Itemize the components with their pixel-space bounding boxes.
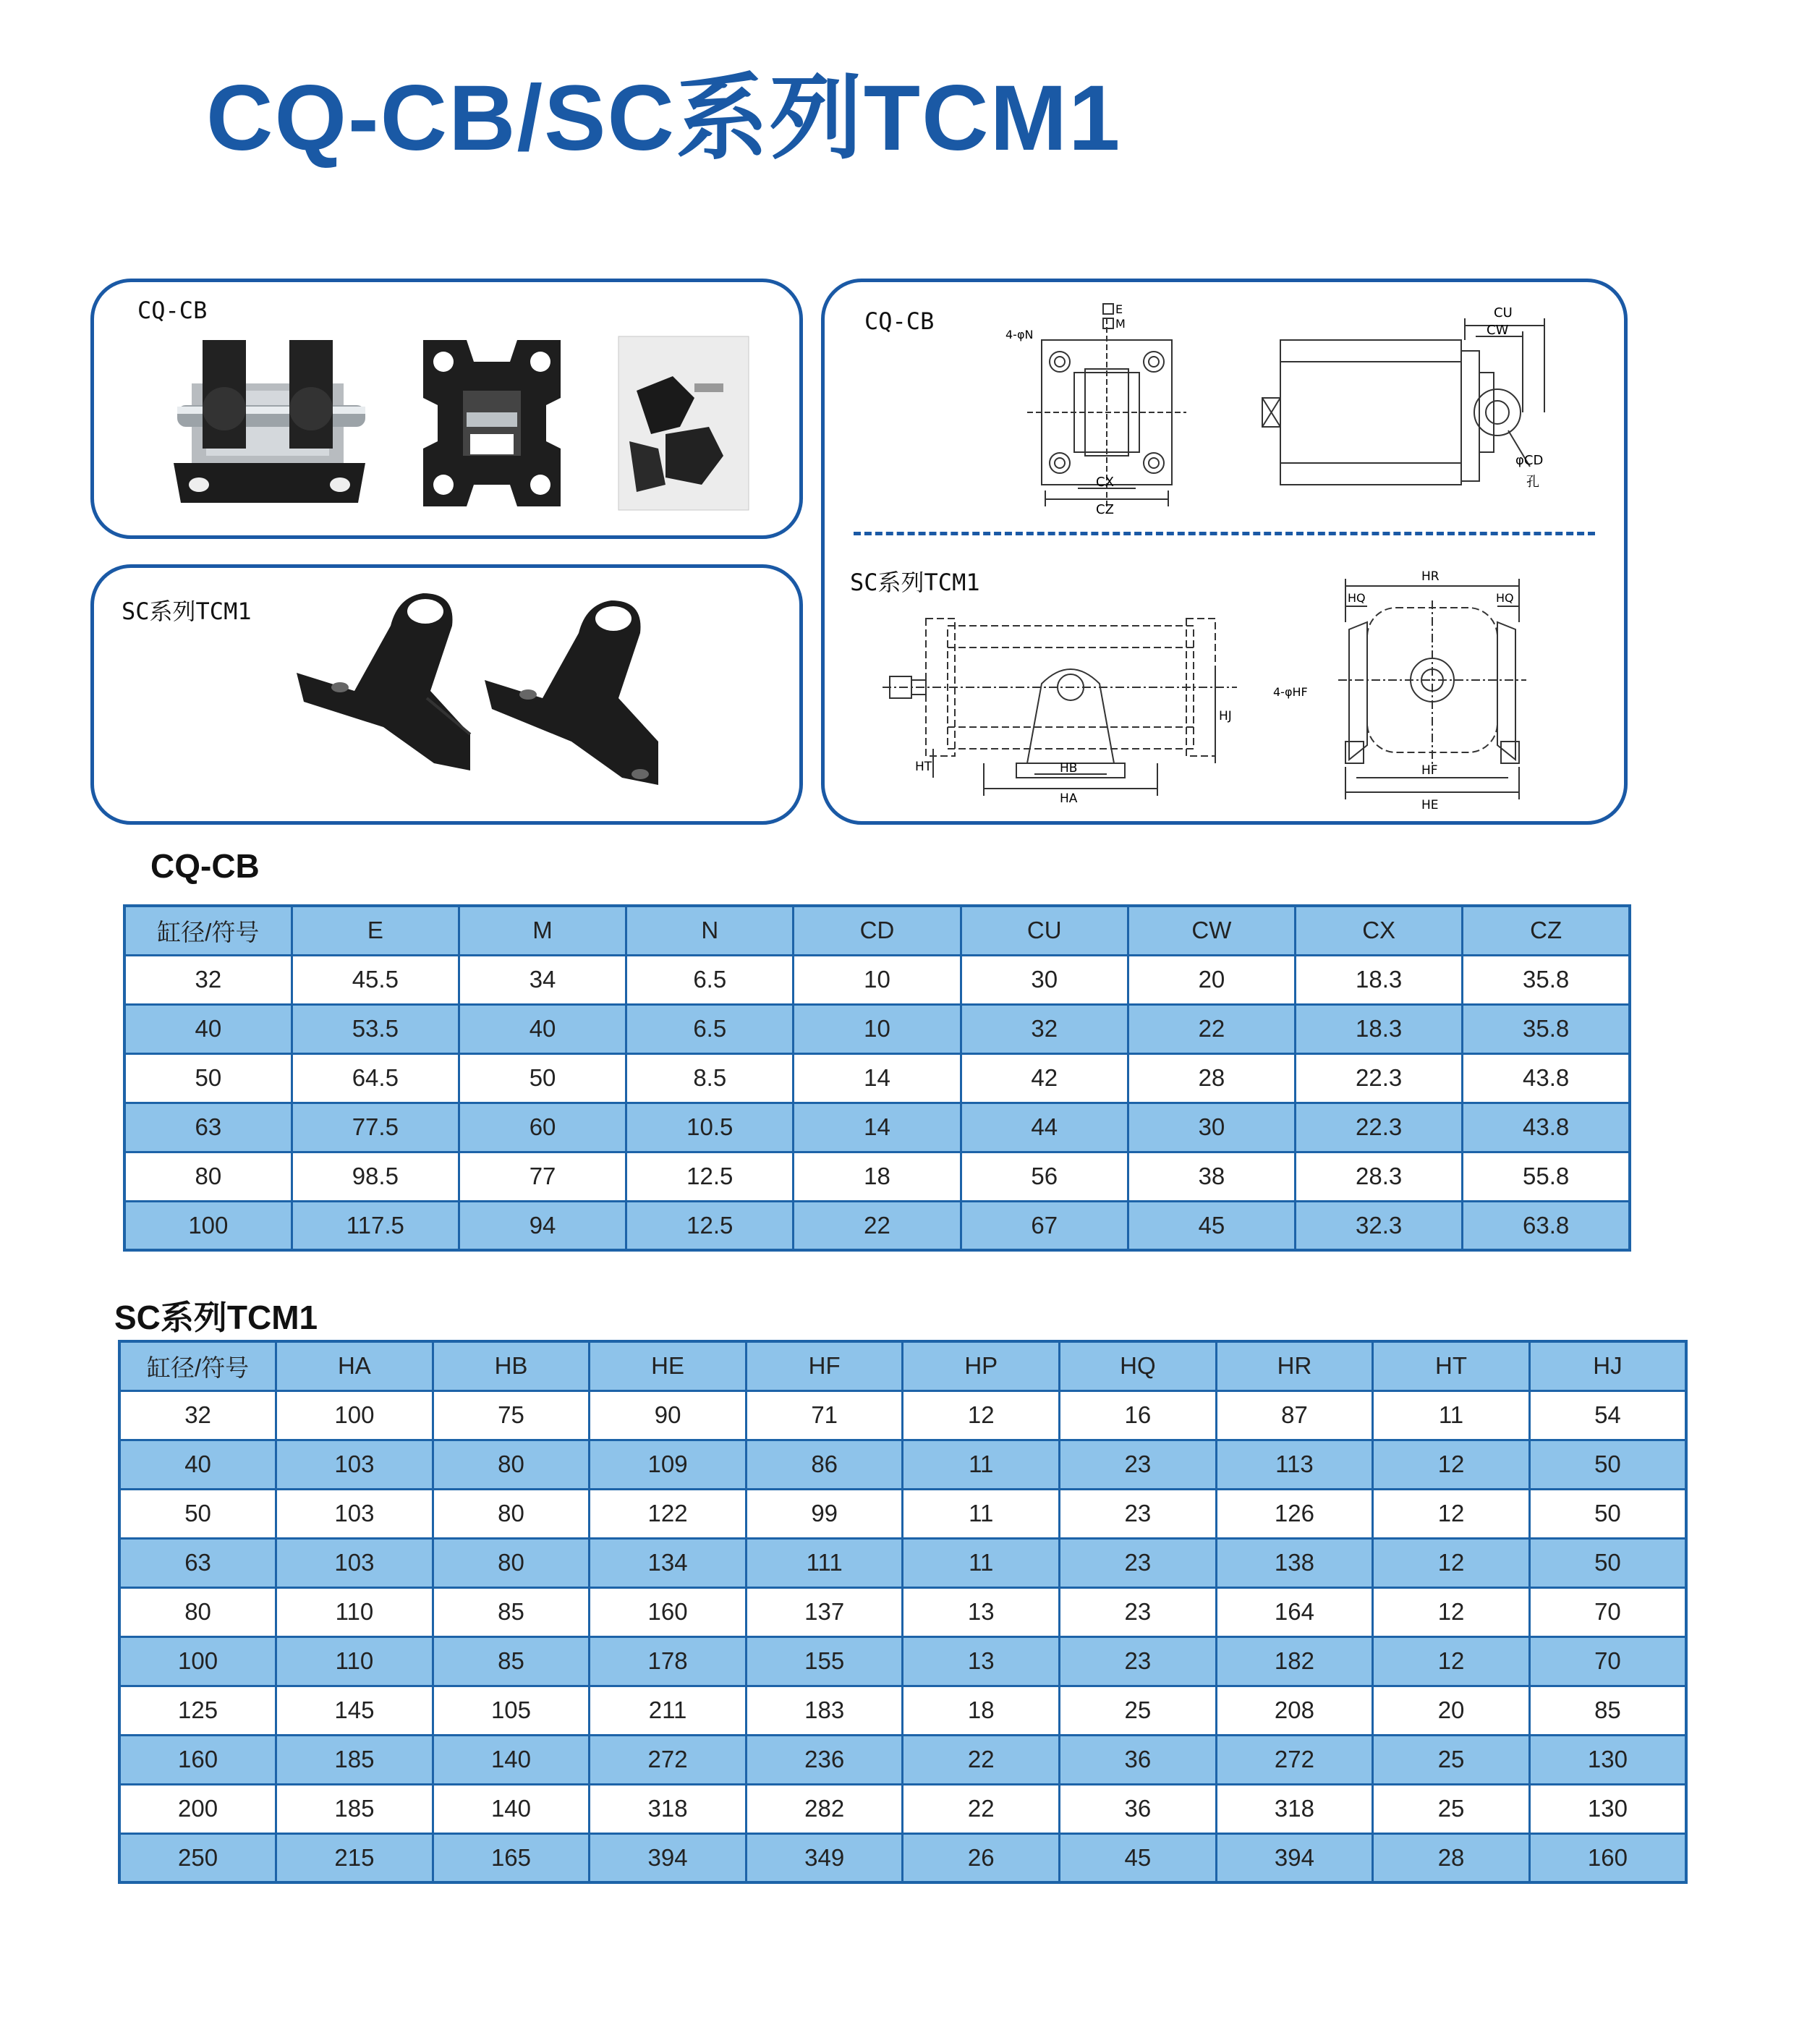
cqcb-table-cell: 45 xyxy=(1128,1201,1295,1250)
sc-table-cell: 155 xyxy=(746,1636,903,1686)
sc-table-cell: 236 xyxy=(746,1735,903,1784)
sc-table-cell: 12 xyxy=(1373,1538,1530,1587)
cqcb-table-cell: 64.5 xyxy=(292,1053,459,1103)
cqcb-table-cell: 22 xyxy=(794,1201,961,1250)
sc-header-cell: HE xyxy=(590,1341,747,1390)
sc-table-cell: 110 xyxy=(276,1636,433,1686)
sc-header-cell: HP xyxy=(903,1341,1060,1390)
sc-table-cell: 80 xyxy=(119,1587,276,1636)
cqcb-header-cell: CD xyxy=(794,906,961,955)
sc-table-cell: 394 xyxy=(1216,1833,1373,1882)
sc-table-cell: 394 xyxy=(590,1833,747,1882)
dim-4n-label: 4-φN xyxy=(1005,328,1034,341)
cqcb-table-cell: 40 xyxy=(459,1004,626,1053)
sc-table-cell: 80 xyxy=(433,1538,590,1587)
sc-table-cell: 140 xyxy=(433,1784,590,1833)
cqcb-header-cell: CX xyxy=(1296,906,1463,955)
cqcb-bagged-parts-photo xyxy=(615,333,752,514)
sc-header-row xyxy=(119,1341,1686,1390)
sc-table-cell: 113 xyxy=(1216,1440,1373,1489)
cqcb-table-row xyxy=(124,1152,1630,1201)
cqcb-table-cell: 42 xyxy=(961,1053,1128,1103)
sc-photo-panel xyxy=(90,564,803,825)
sc-table-cell: 103 xyxy=(276,1440,433,1489)
sc-bracket-photo-right xyxy=(477,590,694,807)
sc-table-cell: 28 xyxy=(1373,1833,1530,1882)
sc-table-cell: 18 xyxy=(903,1686,1060,1735)
cqcb-header-row xyxy=(124,906,1630,955)
cqcb-table-cell: 44 xyxy=(961,1103,1128,1152)
dim-hf-label: HF xyxy=(1421,763,1438,778)
sc-table-cell: 23 xyxy=(1060,1440,1217,1489)
sc-header-cell: HT xyxy=(1373,1341,1530,1390)
sc-table-cell: 111 xyxy=(746,1538,903,1587)
sc-table-cell: 85 xyxy=(433,1587,590,1636)
sc-table-cell: 103 xyxy=(276,1489,433,1538)
sc-table-cell: 11 xyxy=(903,1489,1060,1538)
sc-table-cell: 318 xyxy=(590,1784,747,1833)
cqcb-table-cell: 43.8 xyxy=(1463,1103,1630,1152)
sc-header-cell: HA xyxy=(276,1341,433,1390)
sc-table-cell: 200 xyxy=(119,1784,276,1833)
sc-table-cell: 13 xyxy=(903,1636,1060,1686)
sc-table-cell: 272 xyxy=(1216,1735,1373,1784)
cqcb-flange-photo xyxy=(409,333,575,514)
cqcb-table-cell: 63 xyxy=(124,1103,292,1152)
sc-table-cell: 110 xyxy=(276,1587,433,1636)
sc-table-row xyxy=(119,1636,1686,1686)
sc-table-cell: 318 xyxy=(1216,1784,1373,1833)
cqcb-header-cell: N xyxy=(626,906,794,955)
sc-table-cell: 99 xyxy=(746,1489,903,1538)
cqcb-header-cell: E xyxy=(292,906,459,955)
sc-table-cell: 160 xyxy=(119,1735,276,1784)
cqcb-table-cell: 50 xyxy=(124,1053,292,1103)
sc-table-cell: 100 xyxy=(276,1390,433,1440)
sc-table-cell: 22 xyxy=(903,1784,1060,1833)
sc-table-cell: 85 xyxy=(1529,1686,1686,1735)
dim-hole-label: 孔 xyxy=(1526,475,1539,490)
sc-table-cell: 160 xyxy=(1529,1833,1686,1882)
sc-header-cell: HR xyxy=(1216,1341,1373,1390)
sc-table-cell: 86 xyxy=(746,1440,903,1489)
cqcb-table-cell: 6.5 xyxy=(626,955,794,1004)
dim-ha-label: HA xyxy=(1060,791,1078,806)
cqcb-table-cell: 14 xyxy=(794,1053,961,1103)
sc-table-cell: 23 xyxy=(1060,1587,1217,1636)
sc-table-cell: 12 xyxy=(1373,1489,1530,1538)
sc-table-cell: 16 xyxy=(1060,1390,1217,1440)
cqcb-photo-label: CQ-CB xyxy=(137,297,208,324)
sc-table-cell: 105 xyxy=(433,1686,590,1735)
cqcb-table-cell: 67 xyxy=(961,1201,1128,1250)
sc-table-cell: 182 xyxy=(1216,1636,1373,1686)
page-title: CQ-CB/SC系列TCM1 xyxy=(206,67,1122,170)
cqcb-table-cell: 20 xyxy=(1128,955,1295,1004)
sc-table-cell: 109 xyxy=(590,1440,747,1489)
sc-side-view-drawing xyxy=(883,597,1237,814)
cqcb-table-cell: 12.5 xyxy=(626,1152,794,1201)
cqcb-table-cell: 18.3 xyxy=(1296,955,1463,1004)
sc-table-cell: 12 xyxy=(1373,1587,1530,1636)
cqcb-table-cell: 22.3 xyxy=(1296,1053,1463,1103)
cqcb-table-cell: 12.5 xyxy=(626,1201,794,1250)
cqcb-table-cell: 28.3 xyxy=(1296,1152,1463,1201)
sc-table-cell: 32 xyxy=(119,1390,276,1440)
sc-table-cell: 165 xyxy=(433,1833,590,1882)
cqcb-table-cell: 38 xyxy=(1128,1152,1295,1201)
sc-table-cell: 20 xyxy=(1373,1686,1530,1735)
sc-table-cell: 215 xyxy=(276,1833,433,1882)
sc-header-cell: HQ xyxy=(1060,1341,1217,1390)
cqcb-table-row xyxy=(124,1103,1630,1152)
sc-section-title: SC系列TCM1 xyxy=(114,1299,318,1336)
sc-table-cell: 211 xyxy=(590,1686,747,1735)
cqcb-table-row xyxy=(124,955,1630,1004)
dim-he-label: HE xyxy=(1421,798,1439,812)
sc-table-cell: 45 xyxy=(1060,1833,1217,1882)
sc-table-cell: 12 xyxy=(903,1390,1060,1440)
dim-hb-label: HB xyxy=(1060,761,1078,776)
dim-hq-right-label: HQ xyxy=(1496,591,1514,605)
sc-table-cell: 137 xyxy=(746,1587,903,1636)
cqcb-header-cell: CZ xyxy=(1463,906,1630,955)
cqcb-table-cell: 35.8 xyxy=(1463,1004,1630,1053)
sc-table-cell: 13 xyxy=(903,1587,1060,1636)
cqcb-table-cell: 94 xyxy=(459,1201,626,1250)
sc-table-row xyxy=(119,1735,1686,1784)
cqcb-table-cell: 32 xyxy=(124,955,292,1004)
sc-table-cell: 349 xyxy=(746,1833,903,1882)
sc-table-cell: 85 xyxy=(433,1636,590,1686)
cqcb-table-cell: 18.3 xyxy=(1296,1004,1463,1053)
dim-m-label: M xyxy=(1115,317,1126,331)
dim-cd-label: φCD xyxy=(1515,453,1544,468)
cqcb-table-cell: 77.5 xyxy=(292,1103,459,1152)
cqcb-table-cell: 43.8 xyxy=(1463,1053,1630,1103)
sc-table-cell: 145 xyxy=(276,1686,433,1735)
sc-table-cell: 25 xyxy=(1373,1735,1530,1784)
cqcb-table-cell: 55.8 xyxy=(1463,1152,1630,1201)
cqcb-table-cell: 22.3 xyxy=(1296,1103,1463,1152)
cqcb-header-cell: M xyxy=(459,906,626,955)
cqcb-table-cell: 32.3 xyxy=(1296,1201,1463,1250)
sc-table-row xyxy=(119,1489,1686,1538)
cqcb-photo-panel xyxy=(90,279,803,539)
cqcb-table-cell: 6.5 xyxy=(626,1004,794,1053)
sc-table-cell: 50 xyxy=(1529,1440,1686,1489)
cqcb-table-cell: 50 xyxy=(459,1053,626,1103)
sc-table-cell: 40 xyxy=(119,1440,276,1489)
cqcb-table-cell: 56 xyxy=(961,1152,1128,1201)
sc-table-cell: 23 xyxy=(1060,1538,1217,1587)
cqcb-header-cell: CU xyxy=(961,906,1128,955)
cqcb-table-cell: 63.8 xyxy=(1463,1201,1630,1250)
cqcb-table-cell: 60 xyxy=(459,1103,626,1152)
cqcb-table-cell: 30 xyxy=(1128,1103,1295,1152)
sc-table-cell: 130 xyxy=(1529,1784,1686,1833)
dim-hj-label: HJ xyxy=(1219,709,1232,723)
sc-table-row xyxy=(119,1538,1686,1587)
sc-table-cell: 185 xyxy=(276,1784,433,1833)
sc-table-cell: 71 xyxy=(746,1390,903,1440)
sc-table-cell: 134 xyxy=(590,1538,747,1587)
dim-4hf-label: 4-φHF xyxy=(1273,685,1308,699)
cqcb-table-cell: 22 xyxy=(1128,1004,1295,1053)
dim-cx-label: CX xyxy=(1096,475,1114,490)
cqcb-table-cell: 34 xyxy=(459,955,626,1004)
sc-table-cell: 272 xyxy=(590,1735,747,1784)
sc-table-cell: 282 xyxy=(746,1784,903,1833)
dim-cw-label: CW xyxy=(1487,323,1509,338)
sc-table-row xyxy=(119,1784,1686,1833)
cqcb-table-cell: 117.5 xyxy=(292,1201,459,1250)
sc-table-cell: 70 xyxy=(1529,1636,1686,1686)
drawing-separator xyxy=(854,532,1595,535)
cqcb-table-row xyxy=(124,1201,1630,1250)
cqcb-table-cell: 35.8 xyxy=(1463,955,1630,1004)
sc-table-row xyxy=(119,1440,1686,1489)
dim-e-label: E xyxy=(1115,302,1123,316)
sc-table-cell: 160 xyxy=(590,1587,747,1636)
dim-cz-label: CZ xyxy=(1096,502,1114,517)
sc-bracket-photo-left xyxy=(289,582,506,792)
cqcb-table-cell: 30 xyxy=(961,955,1128,1004)
sc-table-cell: 25 xyxy=(1373,1784,1530,1833)
cqcb-table-cell: 18 xyxy=(794,1152,961,1201)
sc-table-cell: 90 xyxy=(590,1390,747,1440)
sc-table-cell: 250 xyxy=(119,1833,276,1882)
sc-table-cell: 75 xyxy=(433,1390,590,1440)
sc-table-cell: 126 xyxy=(1216,1489,1373,1538)
dim-hr-label: HR xyxy=(1421,569,1440,584)
sc-drawing-label: SC系列TCM1 xyxy=(850,569,980,596)
drawing-panel xyxy=(821,279,1628,825)
sc-table-row xyxy=(119,1390,1686,1440)
sc-table-row xyxy=(119,1833,1686,1882)
cqcb-header-cell: CW xyxy=(1128,906,1295,955)
sc-photo-label: SC系列TCM1 xyxy=(122,598,252,625)
cqcb-table-row xyxy=(124,1053,1630,1103)
sc-table-cell: 80 xyxy=(433,1489,590,1538)
sc-table-cell: 103 xyxy=(276,1538,433,1587)
sc-table-cell: 50 xyxy=(1529,1538,1686,1587)
sc-table-cell: 23 xyxy=(1060,1636,1217,1686)
sc-table-cell: 183 xyxy=(746,1686,903,1735)
sc-table-cell: 22 xyxy=(903,1735,1060,1784)
cqcb-table-cell: 80 xyxy=(124,1152,292,1201)
cqcb-table-cell: 10 xyxy=(794,955,961,1004)
cqcb-clevis-photo xyxy=(163,326,380,521)
cqcb-table-cell: 53.5 xyxy=(292,1004,459,1053)
sc-dimension-table xyxy=(118,1340,1688,1884)
cqcb-front-view-drawing xyxy=(1005,297,1194,521)
cqcb-table-cell: 100 xyxy=(124,1201,292,1250)
cqcb-side-view-drawing xyxy=(1255,297,1573,521)
sc-table-cell: 11 xyxy=(903,1538,1060,1587)
cqcb-table-cell: 98.5 xyxy=(292,1152,459,1201)
sc-table-cell: 140 xyxy=(433,1735,590,1784)
cqcb-drawing-label: CQ-CB xyxy=(864,307,935,335)
dim-hq-left-label: HQ xyxy=(1348,591,1366,605)
sc-table-cell: 23 xyxy=(1060,1489,1217,1538)
sc-table-cell: 87 xyxy=(1216,1390,1373,1440)
sc-table-row xyxy=(119,1587,1686,1636)
sc-table-row xyxy=(119,1686,1686,1735)
sc-table-cell: 130 xyxy=(1529,1735,1686,1784)
sc-table-cell: 11 xyxy=(1373,1390,1530,1440)
sc-table-cell: 80 xyxy=(433,1440,590,1489)
sc-table-cell: 50 xyxy=(119,1489,276,1538)
cqcb-table-cell: 8.5 xyxy=(626,1053,794,1103)
cqcb-table-cell: 32 xyxy=(961,1004,1128,1053)
dim-cu-label: CU xyxy=(1494,305,1513,320)
cqcb-table-cell: 45.5 xyxy=(292,955,459,1004)
sc-table-cell: 100 xyxy=(119,1636,276,1686)
sc-table-cell: 185 xyxy=(276,1735,433,1784)
dim-ht-label: HT xyxy=(915,760,932,774)
sc-header-cell: HJ xyxy=(1529,1341,1686,1390)
sc-header-cell: HB xyxy=(433,1341,590,1390)
sc-header-cell: 缸径/符号 xyxy=(119,1341,276,1390)
sc-table-cell: 122 xyxy=(590,1489,747,1538)
sc-table-cell: 12 xyxy=(1373,1440,1530,1489)
sc-table-cell: 50 xyxy=(1529,1489,1686,1538)
sc-table-cell: 26 xyxy=(903,1833,1060,1882)
cqcb-header-cell: 缸径/符号 xyxy=(124,906,292,955)
cqcb-table-cell: 77 xyxy=(459,1152,626,1201)
cqcb-table-cell: 28 xyxy=(1128,1053,1295,1103)
sc-table-cell: 54 xyxy=(1529,1390,1686,1440)
sc-table-cell: 70 xyxy=(1529,1587,1686,1636)
sc-table-cell: 164 xyxy=(1216,1587,1373,1636)
cqcb-table-cell: 10 xyxy=(794,1004,961,1053)
cqcb-table-row xyxy=(124,1004,1630,1053)
sc-header-cell: HF xyxy=(746,1341,903,1390)
sc-front-view-drawing xyxy=(1273,557,1584,818)
sc-table-cell: 36 xyxy=(1060,1784,1217,1833)
cqcb-table-cell: 40 xyxy=(124,1004,292,1053)
sc-table-cell: 11 xyxy=(903,1440,1060,1489)
sc-table-cell: 25 xyxy=(1060,1686,1217,1735)
sc-table-cell: 208 xyxy=(1216,1686,1373,1735)
cqcb-table-cell: 14 xyxy=(794,1103,961,1152)
cqcb-dimension-table xyxy=(123,904,1631,1252)
sc-table-cell: 178 xyxy=(590,1636,747,1686)
sc-table-cell: 63 xyxy=(119,1538,276,1587)
cqcb-section-title: CQ-CB xyxy=(150,847,260,885)
sc-table-cell: 138 xyxy=(1216,1538,1373,1587)
cqcb-table-cell: 10.5 xyxy=(626,1103,794,1152)
sc-table-cell: 36 xyxy=(1060,1735,1217,1784)
sc-table-cell: 125 xyxy=(119,1686,276,1735)
sc-table-cell: 12 xyxy=(1373,1636,1530,1686)
